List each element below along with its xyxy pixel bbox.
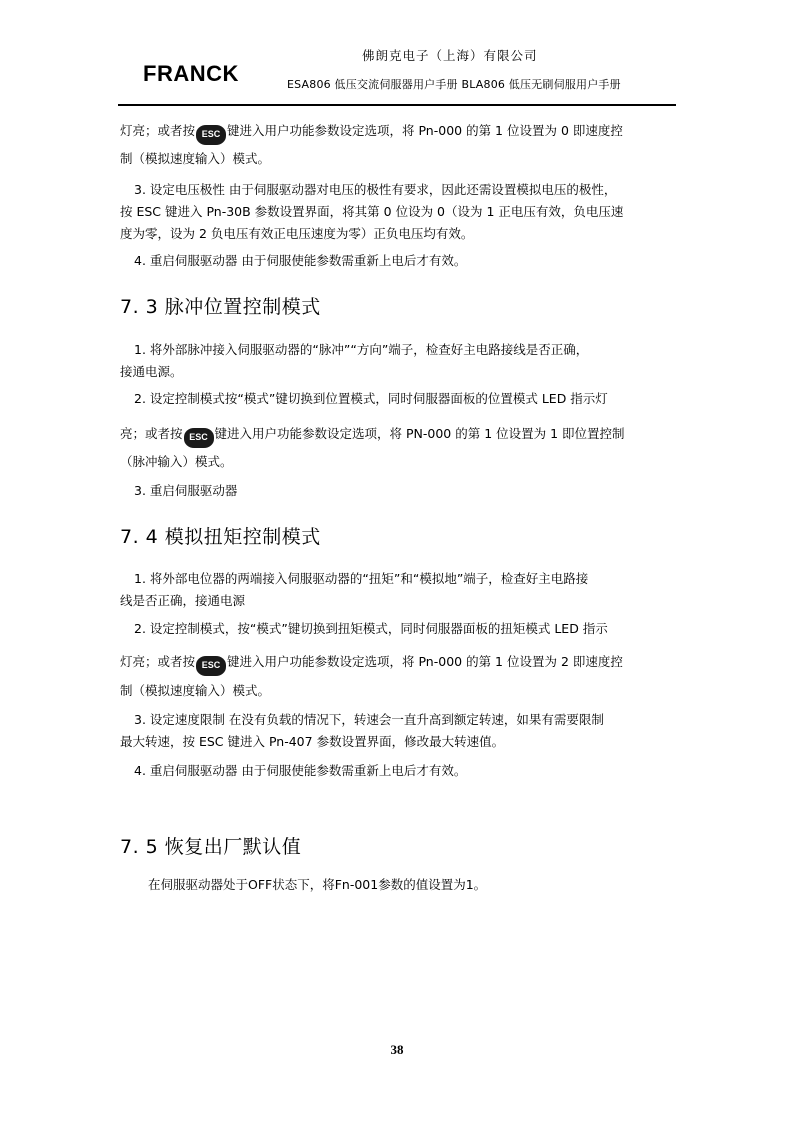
paragraph-line: 最大转速，按 ESC 键进入 Pn-407 参数设置界面，修改最大转速值。	[120, 734, 505, 749]
paragraph-line	[120, 119, 676, 145]
company-name: 佛朗克电子（上海）有限公司	[362, 48, 538, 63]
paragraph-line	[120, 650, 676, 676]
step-3-speed-limit: 3. 设定速度限制 在没有负载的情况下，转速会一直升高到额定转速，如果有需要限制	[134, 712, 604, 727]
paragraph-line	[120, 422, 676, 448]
step-3-voltage-polarity: 3. 设定电压极性 由于伺服驱动器对电压的极性有要求，因此还需设置模拟电压的极性，	[134, 182, 617, 197]
step-4-restart: 4. 重启伺服驱动器 由于伺服使能参数需重新上电后才有效。	[134, 763, 467, 778]
step-3-restart: 3. 重启伺服驱动器	[134, 483, 238, 498]
paragraph-line: 制（模拟速度输入）模式。	[120, 151, 271, 166]
text-span: 键进入用户功能参数设定选项，将 Pn-000 的第 1 位设置为 2 即速度控	[227, 654, 623, 669]
paragraph-line: （脉冲输入）模式。	[120, 454, 233, 469]
paragraph-line: 按 ESC 键进入 Pn-30B 参数设置界面，将其第 0 位设为 0（设为 1 正电压有效，负电压速	[120, 204, 624, 219]
step-1-potentiometer: 1. 将外部电位器的两端接入伺服驱动器的“扭矩”和“模拟地”端子，检查好主电路接	[134, 571, 589, 586]
header-divider	[118, 104, 676, 106]
paragraph-line: 度为零，设为 2 负电压有效正电压速度为零）正负电压均有效。	[120, 226, 474, 241]
text-span: 键进入用户功能参数设定选项，将 PN-000 的第 1 位设置为 1 即位置控制	[214, 426, 625, 441]
paragraph-line: 接通电源。	[120, 364, 183, 379]
text-span: 灯亮；或者按	[120, 654, 196, 669]
manual-titles: ESA806 低压交流伺服器用户手册 BLA806 低压无刷伺服用户手册	[287, 78, 621, 91]
step-1-pulse: 1. 将外部脉冲接入伺服驱动器的“脉冲”“方向”端子，检查好主电路接线是否正确，	[134, 342, 589, 357]
factory-reset-text: 在伺服驱动器处于OFF状态下，将Fn-001参数的值设置为1。	[148, 877, 487, 892]
step-2-torque-mode: 2. 设定控制模式，按“模式”键切换到扭矩模式，同时伺服器面板的扭矩模式 LED 指示	[134, 621, 608, 636]
esc-key-icon: ESC	[196, 656, 226, 676]
text-span: 灯亮；或者按	[120, 123, 196, 138]
step-4-restart: 4. 重启伺服驱动器 由于伺服使能参数需重新上电后才有效。	[134, 253, 467, 268]
section-heading-7-3: 7. 3 脉冲位置控制模式	[120, 296, 321, 318]
esc-key-icon: ESC	[196, 125, 226, 145]
section-heading-7-5: 7. 5 恢复出厂默认值	[120, 836, 302, 858]
section-heading-7-4: 7. 4 模拟扭矩控制模式	[120, 526, 321, 548]
franck-logo: FRANCK	[143, 61, 239, 86]
esc-key-icon: ESC	[184, 428, 214, 448]
paragraph-line: 线是否正确，接通电源	[120, 593, 246, 608]
paragraph-line: 制（模拟速度输入）模式。	[120, 683, 271, 698]
text-span: 亮；或者按	[120, 426, 183, 441]
step-2-control-mode: 2. 设定控制模式按“模式”键切换到位置模式，同时伺服器面板的位置模式 LED 指示灯	[134, 391, 608, 406]
page-number: 38	[390, 1042, 404, 1057]
text-span: 键进入用户功能参数设定选项，将 Pn-000 的第 1 位设置为 0 即速度控	[227, 123, 623, 138]
